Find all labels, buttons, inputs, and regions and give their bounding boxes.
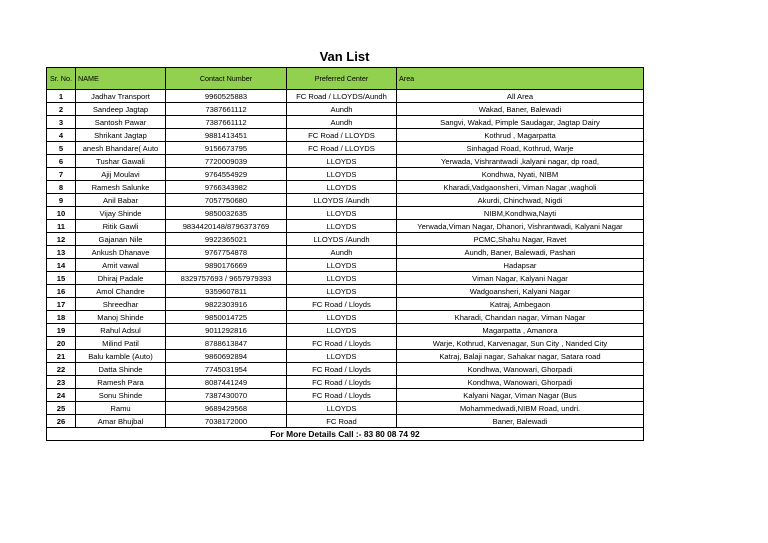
cell-preferred-center: LLOYDS /Aundh — [287, 194, 397, 207]
cell-name: Balu kamble (Auto) — [76, 350, 166, 363]
cell-name: Manoj Shinde — [76, 311, 166, 324]
header-sr-no: Sr. No. — [47, 68, 76, 90]
table-row — [47, 272, 644, 285]
cell-contact-number: 9834420148/8796373769 — [166, 220, 287, 233]
cell-sr-no: 7 — [47, 168, 76, 181]
cell-name: Sandeep Jagtap — [76, 103, 166, 116]
table-row — [47, 285, 644, 298]
cell-preferred-center: LLOYDS — [287, 220, 397, 233]
table-row — [47, 350, 644, 363]
cell-preferred-center: LLOYDS — [287, 311, 397, 324]
table-row — [47, 155, 644, 168]
cell-contact-number: 9359607811 — [166, 285, 287, 298]
cell-area: Magarpatta , Amanora — [397, 324, 644, 337]
table-row — [47, 220, 644, 233]
cell-sr-no: 24 — [47, 389, 76, 402]
cell-preferred-center: FC Road / LLOYDS — [287, 129, 397, 142]
cell-name: Amar Bhujbal — [76, 415, 166, 428]
cell-contact-number: 8329757693 / 9657979393 — [166, 272, 287, 285]
table-row — [47, 324, 644, 337]
cell-name: Jadhav Transport — [76, 90, 166, 103]
cell-contact-number: 7387661112 — [166, 116, 287, 129]
cell-sr-no: 16 — [47, 285, 76, 298]
cell-contact-number: 9850032635 — [166, 207, 287, 220]
cell-contact-number: 9767754878 — [166, 246, 287, 259]
cell-sr-no: 22 — [47, 363, 76, 376]
cell-name: Ramu — [76, 402, 166, 415]
cell-name: Milind Patil — [76, 337, 166, 350]
cell-sr-no: 8 — [47, 181, 76, 194]
cell-contact-number: 9011292816 — [166, 324, 287, 337]
cell-sr-no: 4 — [47, 129, 76, 142]
cell-preferred-center: LLOYDS — [287, 285, 397, 298]
cell-area: Yerwada, Vishrantwadi ,kalyani nagar, dp road, — [397, 155, 644, 168]
table-row — [47, 207, 644, 220]
cell-sr-no: 23 — [47, 376, 76, 389]
cell-sr-no: 21 — [47, 350, 76, 363]
cell-preferred-center: LLOYDS — [287, 402, 397, 415]
header-preferred-center: Preferred Center — [287, 68, 397, 90]
cell-area: NIBM,Kondhwa,Nayti — [397, 207, 644, 220]
cell-sr-no: 13 — [47, 246, 76, 259]
cell-contact-number: 9960525883 — [166, 90, 287, 103]
table-row — [47, 298, 644, 311]
cell-sr-no: 6 — [47, 155, 76, 168]
header-area: Area — [397, 68, 644, 90]
cell-area: Katraj, Ambegaon — [397, 298, 644, 311]
cell-sr-no: 18 — [47, 311, 76, 324]
cell-area: Katraj, Balaji nagar, Sahakar nagar, Satara road — [397, 350, 644, 363]
cell-contact-number: 7745031954 — [166, 363, 287, 376]
cell-sr-no: 2 — [47, 103, 76, 116]
cell-area: Kalyani Nagar, Viman Nagar (Bus — [397, 389, 644, 402]
cell-contact-number: 8087441249 — [166, 376, 287, 389]
cell-sr-no: 17 — [47, 298, 76, 311]
cell-name: Shreedhar — [76, 298, 166, 311]
cell-name: Santosh Pawar — [76, 116, 166, 129]
cell-area: Warje, Kothrud, Karvenagar, Sun City , Nanded City — [397, 337, 644, 350]
cell-name: Dhiraj Padale — [76, 272, 166, 285]
cell-name: Amit vawal — [76, 259, 166, 272]
cell-preferred-center: FC Road / Lloyds — [287, 389, 397, 402]
cell-preferred-center: FC Road / Lloyds — [287, 363, 397, 376]
cell-area: Baner, Balewadi — [397, 415, 644, 428]
table-row — [47, 233, 644, 246]
table-row — [47, 168, 644, 181]
cell-preferred-center: LLOYDS — [287, 181, 397, 194]
cell-name: Ramesh Salunke — [76, 181, 166, 194]
cell-name: Sonu Shinde — [76, 389, 166, 402]
cell-area: Akurdi, Chinchwad, Nigdi — [397, 194, 644, 207]
cell-contact-number: 9850014725 — [166, 311, 287, 324]
cell-area: All Area — [397, 90, 644, 103]
van-list-table — [46, 67, 644, 441]
cell-area: Wakad, Baner, Balewadi — [397, 103, 644, 116]
cell-name: Tushar Gawali — [76, 155, 166, 168]
table-row — [47, 259, 644, 272]
table-row — [47, 194, 644, 207]
cell-preferred-center: LLOYDS — [287, 259, 397, 272]
table-row — [47, 376, 644, 389]
cell-preferred-center: FC Road / Lloyds — [287, 298, 397, 311]
table-row — [47, 181, 644, 194]
cell-area: Kondhwa, Wanowari, Ghorpadi — [397, 363, 644, 376]
footer-contact-note: For More Details Call :- 83 80 08 74 92 — [47, 428, 644, 441]
cell-contact-number: 7057750680 — [166, 194, 287, 207]
cell-preferred-center: Aundh — [287, 103, 397, 116]
cell-preferred-center: LLOYDS — [287, 350, 397, 363]
cell-sr-no: 19 — [47, 324, 76, 337]
cell-area: Kondhwa, Nyati, NIBM — [397, 168, 644, 181]
cell-sr-no: 14 — [47, 259, 76, 272]
cell-sr-no: 20 — [47, 337, 76, 350]
cell-name: Gajanan Nile — [76, 233, 166, 246]
cell-contact-number: 9922365021 — [166, 233, 287, 246]
cell-contact-number: 9881413451 — [166, 129, 287, 142]
cell-area: Hadapsar — [397, 259, 644, 272]
cell-preferred-center: LLOYDS /Aundh — [287, 233, 397, 246]
cell-area: Sangvi, Wakad, Pimple Saudagar, Jagtap Dairy — [397, 116, 644, 129]
cell-contact-number: 9689429568 — [166, 402, 287, 415]
cell-preferred-center: LLOYDS — [287, 207, 397, 220]
table-row — [47, 311, 644, 324]
cell-preferred-center: FC Road / LLOYDS — [287, 142, 397, 155]
cell-sr-no: 25 — [47, 402, 76, 415]
cell-contact-number: 9764554929 — [166, 168, 287, 181]
cell-contact-number: 9822303916 — [166, 298, 287, 311]
cell-name: Ankush Dhanave — [76, 246, 166, 259]
cell-preferred-center: FC Road — [287, 415, 397, 428]
cell-sr-no: 3 — [47, 116, 76, 129]
cell-name: Ramesh Para — [76, 376, 166, 389]
cell-name: Shrikant Jagtap — [76, 129, 166, 142]
cell-name: Ritik Gawli — [76, 220, 166, 233]
cell-name: Amol Chandre — [76, 285, 166, 298]
cell-preferred-center: FC Road / Lloyds — [287, 376, 397, 389]
cell-name: Anil Babar — [76, 194, 166, 207]
cell-sr-no: 1 — [47, 90, 76, 103]
cell-preferred-center: LLOYDS — [287, 324, 397, 337]
cell-preferred-center: Aundh — [287, 116, 397, 129]
cell-sr-no: 5 — [47, 142, 76, 155]
cell-area: Kondhwa, Wanowari, Ghorpadi — [397, 376, 644, 389]
table-row — [47, 90, 644, 103]
cell-area: Wadgoansheri, Kalyani Nagar — [397, 285, 644, 298]
cell-contact-number: 9766343982 — [166, 181, 287, 194]
table-header-row — [47, 68, 644, 90]
cell-area: Mohammedwadi,NIBM Road, undri. — [397, 402, 644, 415]
table-row — [47, 402, 644, 415]
cell-name: Vijay Shinde — [76, 207, 166, 220]
cell-contact-number: 9156673795 — [166, 142, 287, 155]
cell-contact-number: 7720009039 — [166, 155, 287, 168]
cell-area: Kharadi, Chandan nagar, Viman Nagar — [397, 311, 644, 324]
cell-sr-no: 12 — [47, 233, 76, 246]
table-row — [47, 142, 644, 155]
cell-area: Aundh, Baner, Balewadi, Pashan — [397, 246, 644, 259]
header-name: NAME — [76, 68, 166, 90]
cell-preferred-center: FC Road / LLOYDS/Aundh — [287, 90, 397, 103]
table-row — [47, 116, 644, 129]
cell-preferred-center: LLOYDS — [287, 155, 397, 168]
cell-sr-no: 10 — [47, 207, 76, 220]
table-row — [47, 337, 644, 350]
cell-sr-no: 26 — [47, 415, 76, 428]
table-row — [47, 129, 644, 142]
cell-area: Yerwada,Viman Nagar, Dhanori, Vishrantwadi, Kalyani Nagar — [397, 220, 644, 233]
cell-area: Viman Nagar, Kalyani Nagar — [397, 272, 644, 285]
cell-name: Ajij Moulavi — [76, 168, 166, 181]
table-row — [47, 363, 644, 376]
table-row — [47, 389, 644, 402]
table-row — [47, 415, 644, 428]
table-row — [47, 103, 644, 116]
cell-preferred-center: FC Road / Lloyds — [287, 337, 397, 350]
cell-sr-no: 11 — [47, 220, 76, 233]
cell-preferred-center: LLOYDS — [287, 272, 397, 285]
cell-contact-number: 8788613847 — [166, 337, 287, 350]
cell-name: Rahul Adsul — [76, 324, 166, 337]
cell-contact-number: 7387661112 — [166, 103, 287, 116]
page-title: Van List — [319, 49, 370, 64]
cell-sr-no: 15 — [47, 272, 76, 285]
cell-preferred-center: Aundh — [287, 246, 397, 259]
header-contact-number: Contact Number — [166, 68, 287, 90]
cell-area: Kothrud , Magarpatta — [397, 129, 644, 142]
cell-name: Datta Shinde — [76, 363, 166, 376]
cell-contact-number: 9890176669 — [166, 259, 287, 272]
cell-area: Sinhagad Road, Kothrud, Warje — [397, 142, 644, 155]
cell-sr-no: 9 — [47, 194, 76, 207]
cell-area: PCMC,Shahu Nagar, Ravet — [397, 233, 644, 246]
cell-area: Kharadi,Vadgaonsheri, Viman Nagar ,wagholi — [397, 181, 644, 194]
cell-contact-number: 9860692894 — [166, 350, 287, 363]
cell-preferred-center: LLOYDS — [287, 168, 397, 181]
cell-contact-number: 7387430070 — [166, 389, 287, 402]
cell-name: anesh Bhandare( Auto — [76, 142, 166, 155]
cell-contact-number: 7038172000 — [166, 415, 287, 428]
table-row — [47, 246, 644, 259]
footer-row — [47, 428, 644, 441]
